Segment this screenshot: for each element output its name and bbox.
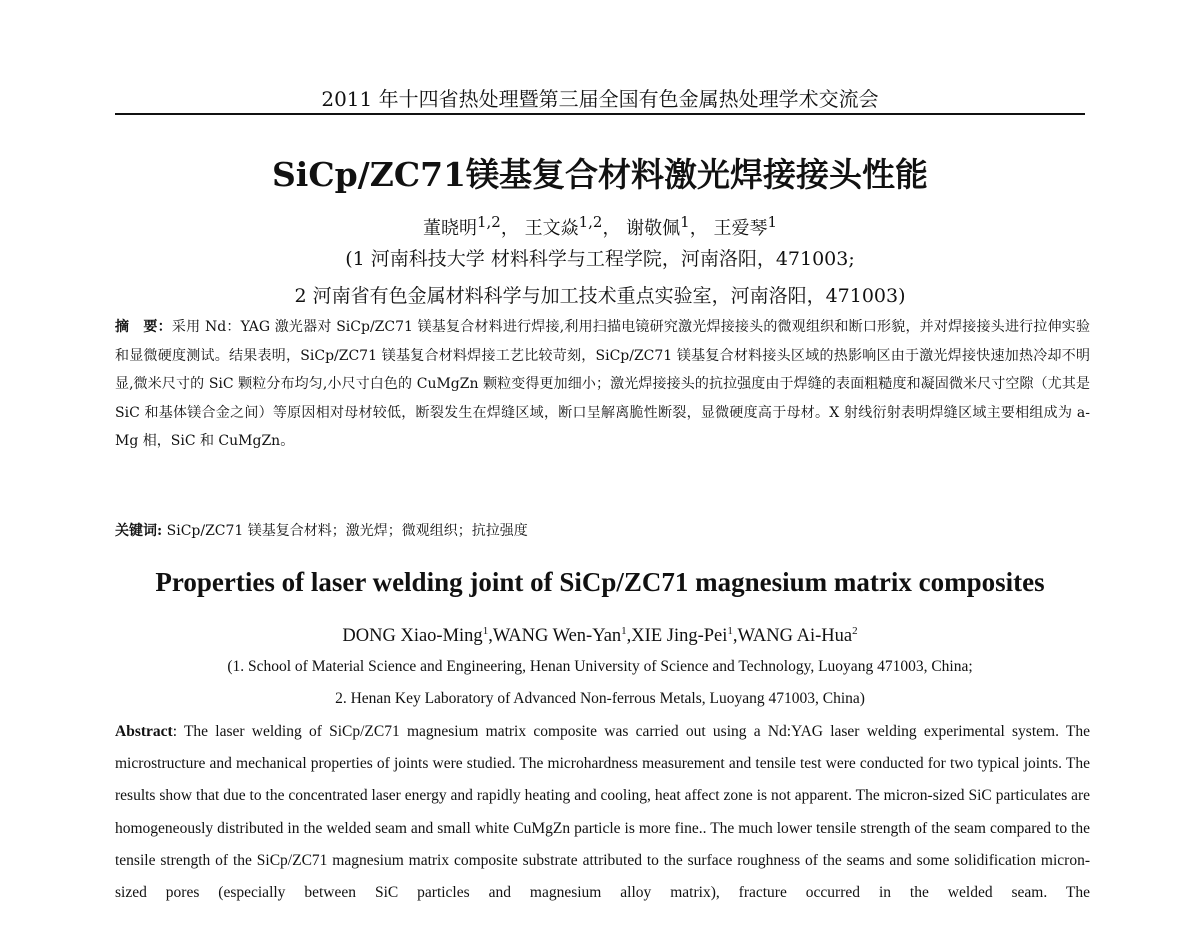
- chinese-abstract-label: 摘 要：: [115, 319, 172, 335]
- chinese-authors: 董晓明$^{1,2}$， 王文焱$^{1,2}$， 谢敬佩$^1$， 王爱琴$^1$: [422, 213, 777, 239]
- author-name: WANG Ai-Hua: [737, 626, 853, 647]
- author-name: 王爱琴: [713, 218, 768, 239]
- chinese-abstract-text: 采用 Nd：YAG 激光器对 SiCp/ZC71 镁基复合材料进行焊接,利用扫描电镜研究激光焊接接头的微观组织和断口形貌，并对焊接接头进行拉伸实验和显微硬度测试。结果表明，SiCp/ZC71 镁基复合材料焊接工艺比较苛刻，SiCp/ZC71 镁基复合材料接头区域的热影响区由于激光焊接快速加热冷却不明显,微米尺寸的 SiC 颗粒分布均匀,小尺寸白色的 CuMgZn 颗粒变得更加细小；激光焊接接头的抗拉强度由于焊缝的表面粗糙度和凝固微米尺寸空隙（尤其是 SiC 和基体镁合金之间）等原因相对母材较低，断裂发生在焊缝区域，断口呈解离脆性断裂，显微硬度高于母材。X 射线衍射表明焊缝区域主要相组成为 a-Mg 相，SiC 和 CuMgZn。: [115, 319, 1091, 449]
- chinese-keywords-text: SiCp/ZC71 镁基复合材料；激光焊；微观组织；抗拉强度: [162, 523, 528, 539]
- english-abstract-text: : The laser welding of SiCp/ZC71 magnesium matrix composite was carried out using a Nd:YAG laser welding experimental system. The microstructure and mechanical properties of joints were studied. The microhardness measurement and tensile test were conducted for two typical joints. The results show that due to the concentrated laser energy and rapidly heating and cooling, heat affect zone is not apparent. The micron-sized SiC particulates are homogeneously distributed in the welded seam and small white CuMgZn particle is more fine.. The much lower tensile strength of the seam compared to the tensile strength of the SiCp/ZC71 magnesium matrix composite substrate attributed to the surface roughness of the seams and some solidification micron-sized pores (especially between SiC particles and magnesium alloy matrix), fracture occurred in the welded seam. The: [115, 723, 1090, 902]
- author-sup: 1: [482, 625, 489, 637]
- author-name: 谢敬佩: [626, 218, 681, 239]
- english-authors: DONG Xiao-Ming$^1$,WANG Wen-Yan$^1$,XIE Jing-Pei$^1$,WANG Ai-Hua$^2$: [342, 625, 858, 647]
- author-sup: 1: [767, 213, 777, 231]
- author-name: DONG Xiao-Ming: [342, 626, 483, 647]
- author-sup: 1: [621, 625, 627, 637]
- chinese-keywords: [115, 517, 1090, 545]
- chinese-title: SiCp/ZC71镁基复合材料激光焊接接头性能: [271, 155, 929, 194]
- english-title: Properties of laser welding joint of SiCp/ZC71 magnesium matrix composites: [155, 567, 1045, 597]
- english-affiliation-2: 2. Henan Key Laboratory of Advanced Non-ferrous Metals, Luoyang 471003, China): [335, 690, 865, 707]
- conference-header: 2011 年十四省热处理暨第三届全国有色金属热处理学术交流会: [321, 87, 879, 111]
- author-sup: 1: [680, 213, 690, 231]
- author-name: 王文焱: [524, 218, 579, 239]
- author-sup: 2: [852, 625, 858, 637]
- chinese-affiliation-2: 2 河南省有色金属材料科学与加工技术重点实验室，河南洛阳，471003): [294, 285, 906, 307]
- author-sup: 1,2: [578, 213, 603, 231]
- header-rule: [115, 113, 1085, 115]
- english-abstract-label: Abstract: [115, 723, 173, 740]
- author-sup: 1: [727, 625, 733, 637]
- english-affiliation-1: (1. School of Material Science and Engineering, Henan University of Science and Technology, Luoyang 471003, China;: [227, 658, 973, 675]
- author-name: 董晓明: [422, 218, 477, 239]
- chinese-affiliation-1: (1 河南科技大学 材料科学与工程学院，河南洛阳，471003;: [345, 248, 855, 270]
- english-abstract: [115, 716, 1090, 909]
- author-name: XIE Jing-Pei: [631, 626, 728, 647]
- chinese-keywords-label: 关键词:: [115, 523, 163, 539]
- author-name: WANG Wen-Yan: [492, 626, 622, 647]
- author-sup: 1,2: [476, 213, 501, 231]
- chinese-abstract: [115, 313, 1090, 456]
